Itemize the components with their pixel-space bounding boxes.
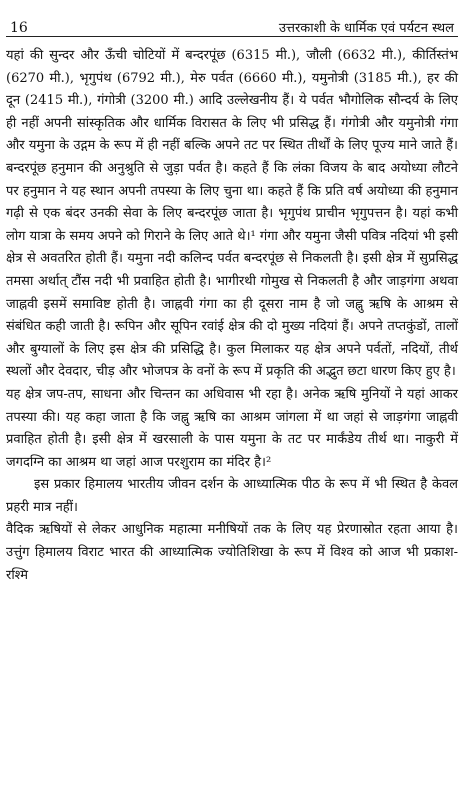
paragraph-4: वैदिक ऋषियों से लेकर आधुनिक महात्मा मनीषियों तक के लिए यह प्रेरणास्रोत रहता आया है। उत्तुंग हिमालय विराट भारत की आध्यात्मिक ज्योतिशिखा के रूप में विश्व को आज भी प्रकाश-रश्मि (6, 522, 458, 583)
page-number: 16 (10, 20, 28, 36)
paragraph-1: यहां की सुन्दर और ऊँची चोटियों में बन्दरपूंछ (6315 मी.), जौली (6632 मी.), कीर्तिस्तंभ (6270 मी.), भृगुपंथ (6792 मी.), मेरु पर्वत (6660 मी.), यमुनोत्री (3185 मी.), हर की दून (2415 मी.), गंगोत्री (3200 मी.) आदि उल्लेखनीय हैं। ये पर्वत भौगोलिक सौन्दर्य के लिए ही नहीं अपनी सांस्कृतिक और धार्मिक विरासत के लिए भी प्रसिद्ध हैं। गंगोत्री और यमुनोत्री गंगा और यमुना के उद्गम के रूप में ही नहीं बल्कि अपने तट पर स्थित तीर्थों के लिए पूज्य माने जाते हैं। बन्दरपूंछ हनुमान की अनुश्रुति से जुड़ा पर्वत है। कहते हैं कि लंका विजय के बाद अयोध्या लौटने पर हनुमान ने यह स्थान अपनी तपस्या के लिए चुना था। कहते हैं कि प्रति वर्ष अयोध्या की हनुमान गढ़ी से एक बंदर उनकी सेवा के लिए बन्दरपूंछ जाता है। भृगुपंथ प्राचीन भृगुपत्तन है। यहां कभी लोग यात्रा के समय अपने को गिराने के लिए आते थे।¹ गंगा और यमुना जैसी पवित्र नदियां भी इसी क्षेत्र से अवतरित होती हैं। यमुना नदी कलिन्द पर्वत बन्दरपूंछ से निकलती है। इसी क्षेत्र में सुप्रसिद्ध तमसा अर्थात् टौंस नदी भी प्रवाहित होती है। भागीरथी गोमुख से निकलती है और जाड़गंगा अथवा जाह्नवी इसमें समाविष्ट होती है। जाह्नवी गंगा का ही दूसरा नाम है जो जह्नु ऋषि के आश्रम से संबंधित कही जाती है। रूपिन और सूपिन रवांई क्षेत्र की दो मुख्य नदियां हैं। अपने तप्तकुंडों, तालों और बुग्यालों के लिए इस क्षेत्र की प्रसिद्धि है। कुल मिलाकर यह क्षेत्र अपने पर्वतों, नदियों, तीर्थ स्थलों और देवदार, चीड़ और भोजपत्र के वनों के रूप में प्रकृति की अद्भुत छटा धारण किए हुए है। (6, 48, 458, 380)
page-body (6, 45, 458, 587)
paragraph-3: इस प्रकार हिमालय भारतीय जीवन दर्शन के आध्यात्मिक पीठ के रूप में भी स्थित है केवल प्रहरी मात्र नहीं। (6, 477, 458, 515)
page-header (6, 6, 458, 37)
paragraph-2: यह क्षेत्र जप-तप, साधना और चिन्तन का अधिवास भी रहा है। अनेक ऋषि मुनियों ने यहां आकर तपस्या की। यह कहा जाता है कि जह्नु ऋषि का आश्रम जांगला में था जहां से जाड़गंगा जाह्नवी प्रवाहित होती है। इसी क्षेत्र में खरसाली के पास यमुना के तट पर मार्कंडेय तीर्थ था। नाकुरी में जगदग्नि का आश्रम था जहां आज परशुराम का मंदिर है।² (6, 386, 458, 470)
running-title: उत्तरकाशी के धार्मिक एवं पर्यटन स्थल (278, 21, 454, 36)
